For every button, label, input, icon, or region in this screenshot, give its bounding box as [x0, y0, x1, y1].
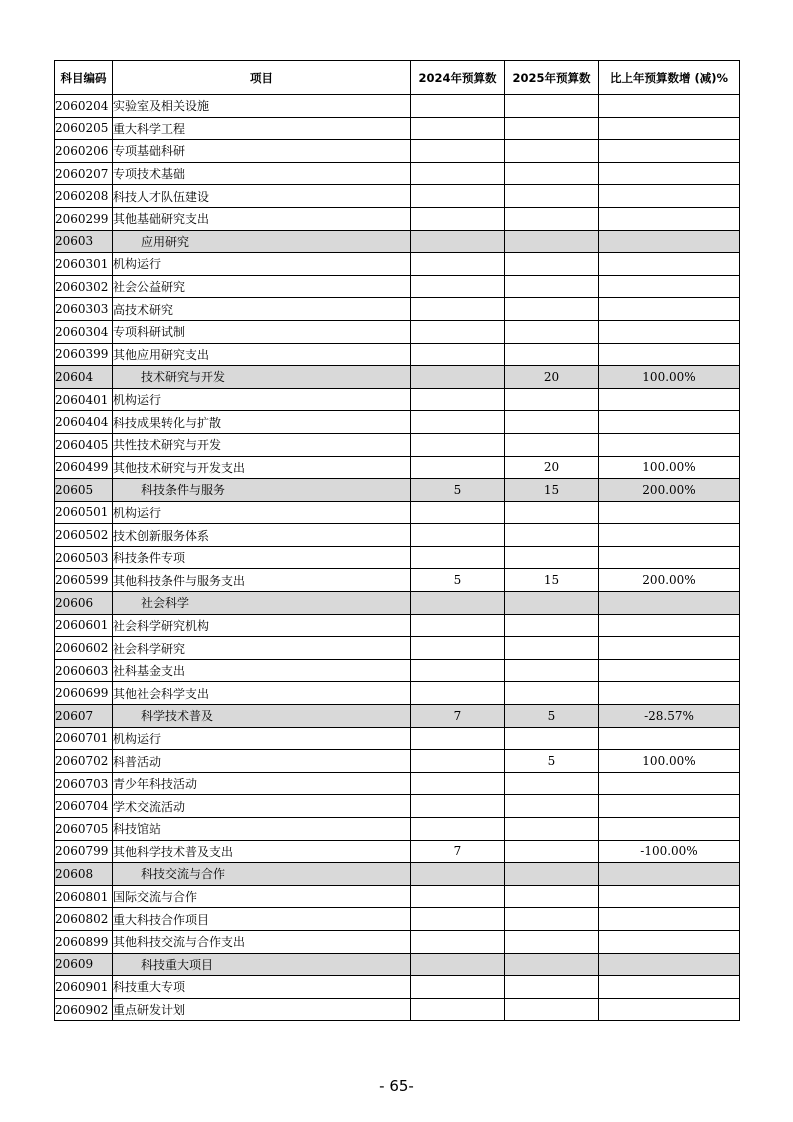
- row-change-value: [599, 885, 740, 908]
- table-row: [55, 682, 740, 705]
- row-2025-value: [505, 908, 599, 931]
- row-2024-value: [411, 320, 505, 343]
- row-2024-value: [411, 637, 505, 660]
- row-2025-value: [505, 298, 599, 321]
- row-2024-value: [411, 433, 505, 456]
- row-2025-value: [505, 230, 599, 253]
- row-2024-value: [411, 546, 505, 569]
- row-code: 2060599: [55, 569, 113, 592]
- row-change-value: [599, 772, 740, 795]
- row-change-value: [599, 592, 740, 615]
- row-2024-value: [411, 343, 505, 366]
- row-2024-value: [411, 998, 505, 1021]
- row-change-value: [599, 185, 740, 208]
- table-row: [55, 185, 740, 208]
- table-row: [55, 275, 740, 298]
- row-2025-value: 20: [505, 366, 599, 389]
- row-code: 20609: [55, 953, 113, 976]
- row-name: 科普活动: [113, 750, 411, 773]
- row-name: 科技交流与合作: [113, 863, 411, 886]
- table-row: [55, 727, 740, 750]
- row-2024-value: 5: [411, 479, 505, 502]
- row-name: 重大科技合作项目: [113, 908, 411, 931]
- table-row: [55, 95, 740, 118]
- row-2025-value: [505, 411, 599, 434]
- row-2025-value: [505, 320, 599, 343]
- row-2025-value: [505, 343, 599, 366]
- row-2025-value: [505, 863, 599, 886]
- row-2024-value: [411, 298, 505, 321]
- table-row: [55, 140, 740, 163]
- table-row: [55, 930, 740, 953]
- row-2025-value: [505, 162, 599, 185]
- category-row: [55, 863, 740, 886]
- row-code: 2060206: [55, 140, 113, 163]
- row-2025-value: 15: [505, 479, 599, 502]
- row-2024-value: [411, 524, 505, 547]
- row-code: 2060602: [55, 637, 113, 660]
- row-2024-value: [411, 727, 505, 750]
- row-2025-value: [505, 117, 599, 140]
- row-change-value: [599, 930, 740, 953]
- row-2024-value: [411, 614, 505, 637]
- row-name: 科技馆站: [113, 818, 411, 841]
- row-code: 2060208: [55, 185, 113, 208]
- row-2025-value: [505, 501, 599, 524]
- row-2024-value: [411, 795, 505, 818]
- row-code: 2060702: [55, 750, 113, 773]
- row-name: 其他科技交流与合作支出: [113, 930, 411, 953]
- table-row: [55, 840, 740, 863]
- table-row: [55, 772, 740, 795]
- row-name: 应用研究: [113, 230, 411, 253]
- header-name: 项目: [113, 61, 411, 95]
- row-name: 专项基础科研: [113, 140, 411, 163]
- row-2024-value: [411, 207, 505, 230]
- row-2025-value: [505, 659, 599, 682]
- row-2024-value: [411, 95, 505, 118]
- row-name: 国际交流与合作: [113, 885, 411, 908]
- row-name: 机构运行: [113, 253, 411, 276]
- row-change-value: 200.00%: [599, 569, 740, 592]
- row-code: 20605: [55, 479, 113, 502]
- row-name: 高技术研究: [113, 298, 411, 321]
- row-name: 社会公益研究: [113, 275, 411, 298]
- row-change-value: 100.00%: [599, 366, 740, 389]
- row-2025-value: [505, 772, 599, 795]
- row-code: 2060901: [55, 976, 113, 999]
- table-header-row: [55, 61, 740, 95]
- row-change-value: [599, 524, 740, 547]
- row-code: 2060501: [55, 501, 113, 524]
- table-row: [55, 433, 740, 456]
- row-2024-value: [411, 908, 505, 931]
- row-code: 2060799: [55, 840, 113, 863]
- row-name: 重大科学工程: [113, 117, 411, 140]
- table-row: [55, 659, 740, 682]
- row-code: 2060302: [55, 275, 113, 298]
- row-2025-value: [505, 998, 599, 1021]
- row-code: 2060704: [55, 795, 113, 818]
- table-row: [55, 546, 740, 569]
- table-row: [55, 253, 740, 276]
- row-code: 2060503: [55, 546, 113, 569]
- row-name: 青少年科技活动: [113, 772, 411, 795]
- row-code: 2060299: [55, 207, 113, 230]
- row-change-value: [599, 253, 740, 276]
- table-row: [55, 343, 740, 366]
- row-name: 共性技术研究与开发: [113, 433, 411, 456]
- row-2025-value: [505, 253, 599, 276]
- row-change-value: [599, 637, 740, 660]
- row-change-value: [599, 863, 740, 886]
- row-change-value: [599, 207, 740, 230]
- table-row: [55, 388, 740, 411]
- row-2025-value: [505, 953, 599, 976]
- row-code: 2060303: [55, 298, 113, 321]
- row-2024-value: [411, 275, 505, 298]
- row-name: 实验室及相关设施: [113, 95, 411, 118]
- row-code: 2060603: [55, 659, 113, 682]
- row-2024-value: [411, 162, 505, 185]
- row-name: 机构运行: [113, 501, 411, 524]
- row-code: 20604: [55, 366, 113, 389]
- row-2024-value: [411, 411, 505, 434]
- row-2024-value: [411, 863, 505, 886]
- row-2024-value: [411, 930, 505, 953]
- category-row: [55, 366, 740, 389]
- row-2024-value: [411, 140, 505, 163]
- row-2024-value: [411, 230, 505, 253]
- row-change-value: 100.00%: [599, 456, 740, 479]
- row-name: 社会科学: [113, 592, 411, 615]
- row-name: 其他科学技术普及支出: [113, 840, 411, 863]
- table-row: [55, 818, 740, 841]
- row-2024-value: [411, 366, 505, 389]
- table-row: [55, 637, 740, 660]
- row-2025-value: [505, 727, 599, 750]
- header-2025-budget: 2025年预算数: [505, 61, 599, 95]
- row-2025-value: [505, 795, 599, 818]
- row-change-value: [599, 388, 740, 411]
- row-code: 2060701: [55, 727, 113, 750]
- row-2025-value: [505, 885, 599, 908]
- row-change-value: [599, 953, 740, 976]
- row-change-value: [599, 998, 740, 1021]
- row-code: 20606: [55, 592, 113, 615]
- row-change-value: 100.00%: [599, 750, 740, 773]
- row-code: 2060301: [55, 253, 113, 276]
- row-name: 社会科学研究: [113, 637, 411, 660]
- row-2025-value: 15: [505, 569, 599, 592]
- row-change-value: [599, 682, 740, 705]
- row-code: 2060902: [55, 998, 113, 1021]
- row-name: 科技条件与服务: [113, 479, 411, 502]
- row-name: 技术创新服务体系: [113, 524, 411, 547]
- row-code: 2060405: [55, 433, 113, 456]
- table-row: [55, 885, 740, 908]
- row-code: 20607: [55, 705, 113, 728]
- row-code: 2060705: [55, 818, 113, 841]
- row-change-value: [599, 275, 740, 298]
- row-2024-value: [411, 253, 505, 276]
- row-code: 2060801: [55, 885, 113, 908]
- row-2025-value: [505, 930, 599, 953]
- row-change-value: [599, 230, 740, 253]
- row-name: 其他应用研究支出: [113, 343, 411, 366]
- row-change-value: [599, 140, 740, 163]
- row-code: 2060401: [55, 388, 113, 411]
- table-row: [55, 320, 740, 343]
- table-row: [55, 456, 740, 479]
- category-row: [55, 230, 740, 253]
- row-change-value: [599, 727, 740, 750]
- row-2024-value: [411, 750, 505, 773]
- row-2025-value: [505, 637, 599, 660]
- row-name: 其他科技条件与服务支出: [113, 569, 411, 592]
- row-change-value: [599, 501, 740, 524]
- table-row: [55, 298, 740, 321]
- row-2025-value: [505, 546, 599, 569]
- row-2024-value: [411, 953, 505, 976]
- table-row: [55, 908, 740, 931]
- row-2025-value: [505, 614, 599, 637]
- row-change-value: [599, 433, 740, 456]
- row-2024-value: [411, 388, 505, 411]
- row-2025-value: [505, 140, 599, 163]
- row-2024-value: [411, 185, 505, 208]
- table-row: [55, 411, 740, 434]
- row-name: 学术交流活动: [113, 795, 411, 818]
- row-name: 科技条件专项: [113, 546, 411, 569]
- row-name: 技术研究与开发: [113, 366, 411, 389]
- row-2024-value: [411, 885, 505, 908]
- row-name: 科技成果转化与扩散: [113, 411, 411, 434]
- row-code: 2060601: [55, 614, 113, 637]
- row-2024-value: [411, 818, 505, 841]
- row-2025-value: [505, 682, 599, 705]
- table-row: [55, 614, 740, 637]
- row-name: 机构运行: [113, 727, 411, 750]
- row-change-value: [599, 320, 740, 343]
- row-2025-value: 5: [505, 705, 599, 728]
- category-row: [55, 479, 740, 502]
- row-code: 2060304: [55, 320, 113, 343]
- row-2024-value: [411, 117, 505, 140]
- row-2025-value: [505, 388, 599, 411]
- row-name: 社会科学研究机构: [113, 614, 411, 637]
- row-code: 2060699: [55, 682, 113, 705]
- row-2025-value: [505, 95, 599, 118]
- row-2025-value: [505, 433, 599, 456]
- table-row: [55, 976, 740, 999]
- row-code: 2060399: [55, 343, 113, 366]
- row-name: 其他社会科学支出: [113, 682, 411, 705]
- row-code: 2060205: [55, 117, 113, 140]
- row-2024-value: [411, 772, 505, 795]
- row-change-value: [599, 162, 740, 185]
- header-2024-budget: 2024年预算数: [411, 61, 505, 95]
- row-name: 其他技术研究与开发支出: [113, 456, 411, 479]
- row-code: 2060404: [55, 411, 113, 434]
- budget-table: [54, 60, 740, 1021]
- row-change-value: [599, 818, 740, 841]
- category-row: [55, 705, 740, 728]
- table-row: [55, 795, 740, 818]
- row-2024-value: 7: [411, 840, 505, 863]
- page-number: - 65-: [379, 1077, 414, 1095]
- table-row: [55, 501, 740, 524]
- row-2025-value: [505, 840, 599, 863]
- row-2024-value: 7: [411, 705, 505, 728]
- row-2024-value: [411, 456, 505, 479]
- row-change-value: [599, 659, 740, 682]
- row-code: 20608: [55, 863, 113, 886]
- row-2024-value: [411, 976, 505, 999]
- row-2024-value: 5: [411, 569, 505, 592]
- row-name: 专项技术基础: [113, 162, 411, 185]
- table-row: [55, 162, 740, 185]
- row-code: 2060499: [55, 456, 113, 479]
- row-code: 2060204: [55, 95, 113, 118]
- category-row: [55, 953, 740, 976]
- row-change-value: [599, 614, 740, 637]
- row-change-value: 200.00%: [599, 479, 740, 502]
- category-row: [55, 592, 740, 615]
- row-name: 科技重大专项: [113, 976, 411, 999]
- row-code: 2060703: [55, 772, 113, 795]
- table-row: [55, 998, 740, 1021]
- row-name: 社科基金支出: [113, 659, 411, 682]
- row-2025-value: [505, 818, 599, 841]
- row-code: 2060802: [55, 908, 113, 931]
- row-code: 2060899: [55, 930, 113, 953]
- row-change-value: [599, 411, 740, 434]
- row-2024-value: [411, 501, 505, 524]
- table-row: [55, 117, 740, 140]
- row-2025-value: [505, 524, 599, 547]
- row-name: 科技重大项目: [113, 953, 411, 976]
- row-code: 2060207: [55, 162, 113, 185]
- row-2025-value: 20: [505, 456, 599, 479]
- row-2024-value: [411, 659, 505, 682]
- row-name: 专项科研试制: [113, 320, 411, 343]
- row-change-value: [599, 908, 740, 931]
- row-change-value: [599, 95, 740, 118]
- row-code: 20603: [55, 230, 113, 253]
- row-change-value: [599, 117, 740, 140]
- row-2025-value: [505, 185, 599, 208]
- row-change-value: [599, 795, 740, 818]
- row-name: 其他基础研究支出: [113, 207, 411, 230]
- table-row: [55, 524, 740, 547]
- row-change-value: [599, 546, 740, 569]
- row-change-value: -100.00%: [599, 840, 740, 863]
- row-name: 重点研发计划: [113, 998, 411, 1021]
- row-name: 科学技术普及: [113, 705, 411, 728]
- row-change-value: [599, 343, 740, 366]
- row-2025-value: [505, 207, 599, 230]
- row-2025-value: 5: [505, 750, 599, 773]
- row-name: 机构运行: [113, 388, 411, 411]
- table-row: [55, 207, 740, 230]
- row-change-value: -28.57%: [599, 705, 740, 728]
- row-code: 2060502: [55, 524, 113, 547]
- row-2024-value: [411, 682, 505, 705]
- row-name: 科技人才队伍建设: [113, 185, 411, 208]
- row-change-value: [599, 298, 740, 321]
- table-row: [55, 750, 740, 773]
- table-row: [55, 569, 740, 592]
- row-2025-value: [505, 592, 599, 615]
- row-change-value: [599, 976, 740, 999]
- header-code: 科目编码: [55, 61, 113, 95]
- header-change-percent: 比上年预算数增 (减)%: [599, 61, 740, 95]
- row-2025-value: [505, 275, 599, 298]
- row-2024-value: [411, 592, 505, 615]
- row-2025-value: [505, 976, 599, 999]
